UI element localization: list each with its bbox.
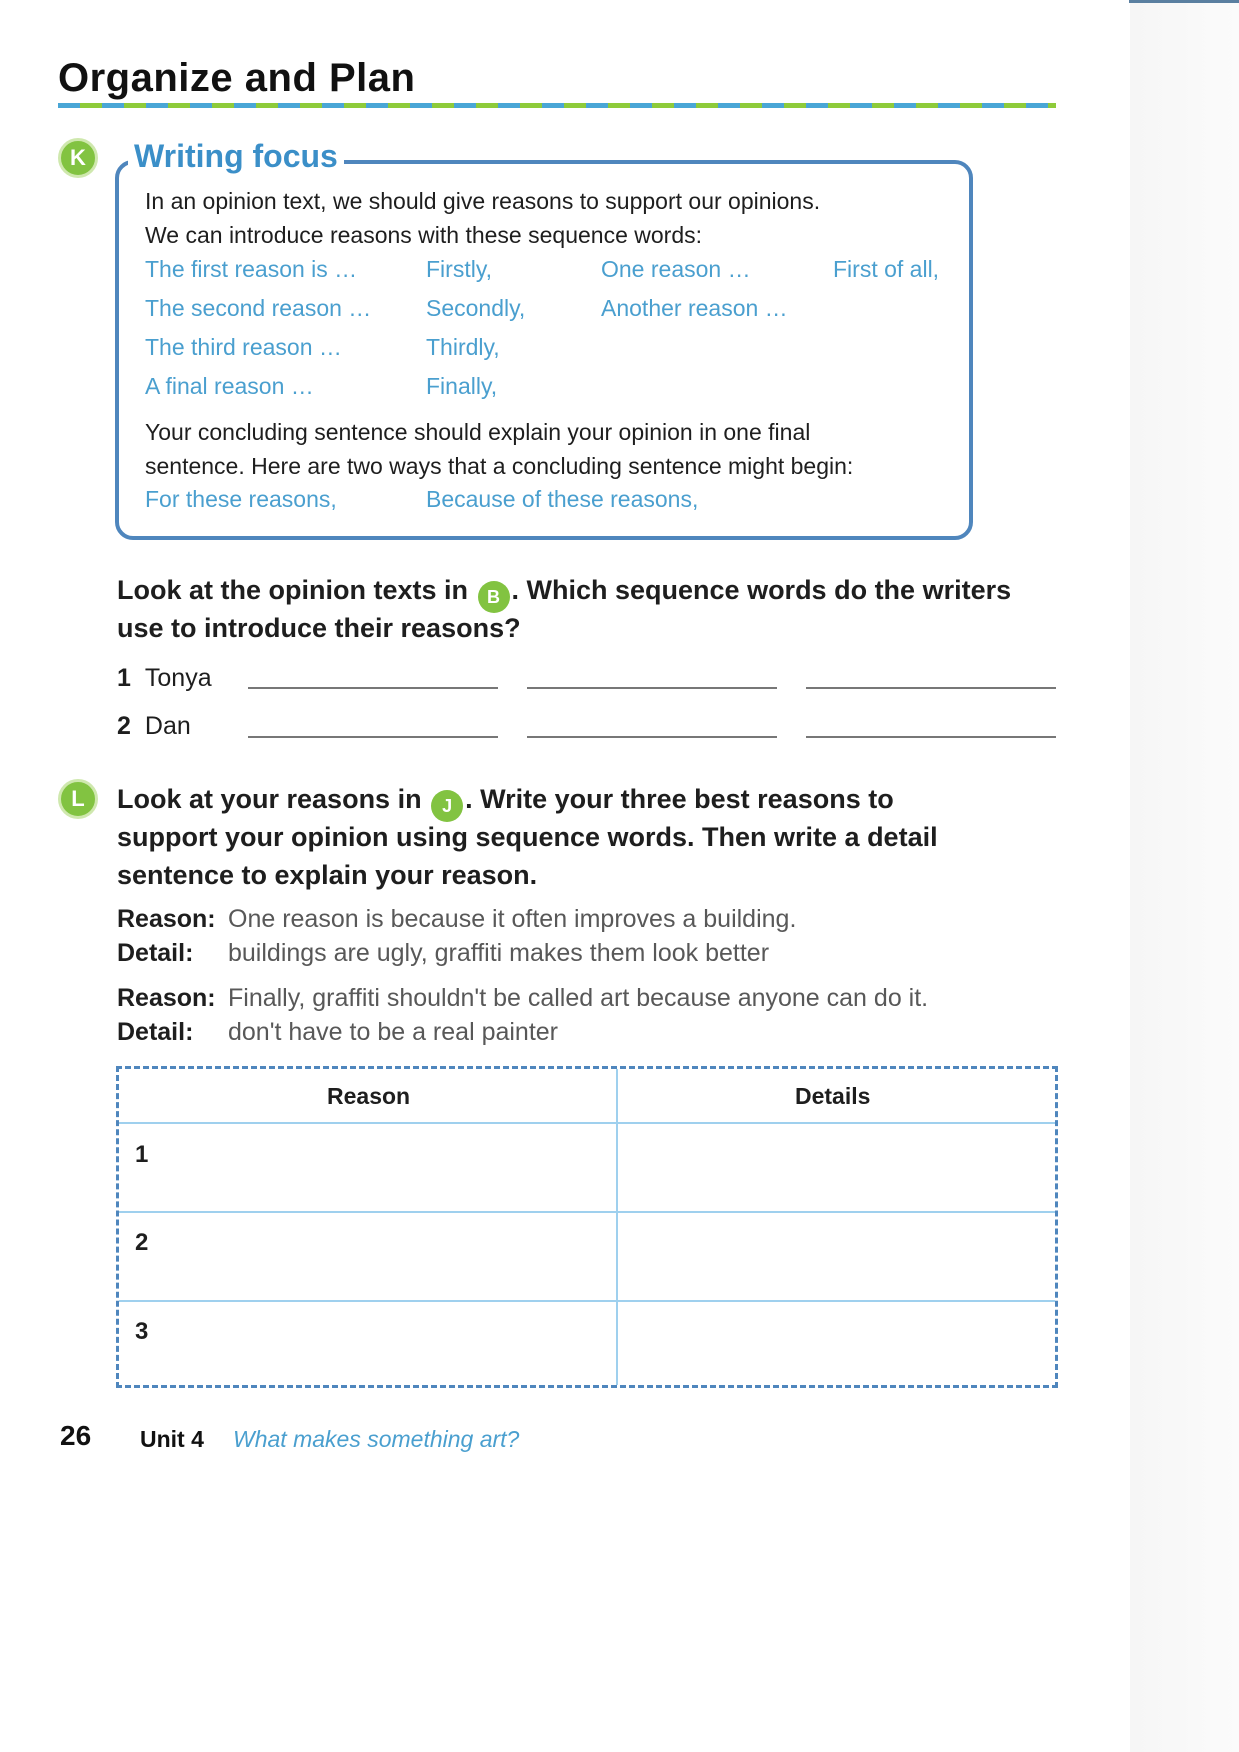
section-l-badge: L bbox=[58, 779, 98, 819]
seq-word: A final reason … bbox=[145, 373, 314, 399]
seq-word: The second reason … bbox=[145, 295, 372, 321]
instruction-l-line-3: sentence to explain your reason. bbox=[117, 860, 538, 890]
table-row-divider bbox=[119, 1122, 1055, 1124]
ref-badge-b: B bbox=[478, 581, 510, 613]
seq-word: Secondly, bbox=[426, 295, 526, 321]
reason-label: Reason: bbox=[117, 905, 216, 933]
answer-row-1 bbox=[117, 664, 212, 693]
ref-badge-j: J bbox=[431, 790, 463, 822]
question-k-line-2: use to introduce their reasons? bbox=[117, 613, 521, 643]
answer-blank[interactable] bbox=[248, 736, 498, 738]
title-rule bbox=[58, 103, 1056, 108]
answer-blank[interactable] bbox=[248, 687, 498, 689]
table-header-reason: Reason bbox=[327, 1083, 411, 1109]
table-row-number: 3 bbox=[135, 1318, 149, 1345]
instruction-l-line-1 bbox=[117, 780, 894, 822]
seq-word: The first reason is … bbox=[145, 256, 358, 282]
corner-bar bbox=[1129, 0, 1239, 3]
seq-word: One reason … bbox=[601, 256, 751, 282]
detail-label: Detail: bbox=[117, 939, 194, 967]
answer-name: Dan bbox=[144, 712, 191, 740]
page-title: Organize and Plan bbox=[58, 56, 416, 100]
seq-word: The third reason … bbox=[145, 334, 342, 360]
instruction-l-text: Look at your reasons in bbox=[117, 784, 422, 814]
seq-word: Finally, bbox=[426, 373, 498, 399]
detail-label: Detail: bbox=[117, 1018, 194, 1046]
writing-focus-heading: Writing focus bbox=[128, 138, 344, 175]
concluding-line-2: sentence. Here are two ways that a concluding sentence might begin: bbox=[145, 453, 854, 479]
reasons-details-table bbox=[116, 1066, 1058, 1388]
concluding-word: For these reasons, bbox=[145, 486, 337, 512]
table-header-details: Details bbox=[795, 1083, 871, 1109]
answer-blank[interactable] bbox=[806, 687, 1056, 689]
answer-blank[interactable] bbox=[806, 736, 1056, 738]
instruction-l-text: . Write your three best reasons to bbox=[465, 784, 894, 814]
detail-text: buildings are ugly, graffiti makes them look better bbox=[228, 939, 770, 967]
answer-row-2 bbox=[117, 712, 191, 741]
focus-intro-line-1: In an opinion text, we should give reasons to support our opinions. bbox=[145, 188, 821, 214]
question-k-text: Look at the opinion texts in bbox=[117, 575, 468, 605]
reason-label: Reason: bbox=[117, 984, 216, 1012]
answer-number: 1 bbox=[117, 664, 131, 692]
detail-text: don't have to be a real painter bbox=[228, 1018, 559, 1046]
answer-name: Tonya bbox=[144, 664, 212, 692]
answer-blank[interactable] bbox=[527, 736, 777, 738]
instruction-l-line-2: support your opinion using sequence words. Then write a detail bbox=[117, 822, 938, 852]
table-row-number: 2 bbox=[135, 1229, 149, 1256]
focus-intro-line-2: We can introduce reasons with these sequence words: bbox=[145, 222, 702, 248]
answer-number: 2 bbox=[117, 712, 131, 740]
table-column-divider bbox=[616, 1069, 618, 1385]
unit-label: Unit 4 bbox=[140, 1426, 204, 1452]
question-k-text: . Which sequence words do the writers bbox=[511, 575, 1012, 605]
section-k-badge: K bbox=[58, 138, 98, 178]
table-row-divider bbox=[119, 1300, 1055, 1302]
table-row-number: 1 bbox=[135, 1141, 149, 1168]
unit-question: What makes something art? bbox=[233, 1426, 520, 1452]
table-row-divider bbox=[119, 1211, 1055, 1213]
seq-word: Thirdly, bbox=[426, 334, 500, 360]
question-k-line-1 bbox=[117, 571, 1011, 613]
page-edge-shade bbox=[1130, 0, 1239, 1752]
answer-blank[interactable] bbox=[527, 687, 777, 689]
seq-word: Another reason … bbox=[601, 295, 788, 321]
seq-word: First of all, bbox=[833, 256, 940, 282]
page-number: 26 bbox=[60, 1420, 92, 1451]
concluding-word: Because of these reasons, bbox=[426, 486, 699, 512]
concluding-line-1: Your concluding sentence should explain your opinion in one final bbox=[145, 419, 811, 445]
reason-text: One reason is because it often improves a building. bbox=[228, 905, 797, 933]
seq-word: Firstly, bbox=[426, 256, 493, 282]
reason-text: Finally, graffiti shouldn't be called art because anyone can do it. bbox=[228, 984, 929, 1012]
